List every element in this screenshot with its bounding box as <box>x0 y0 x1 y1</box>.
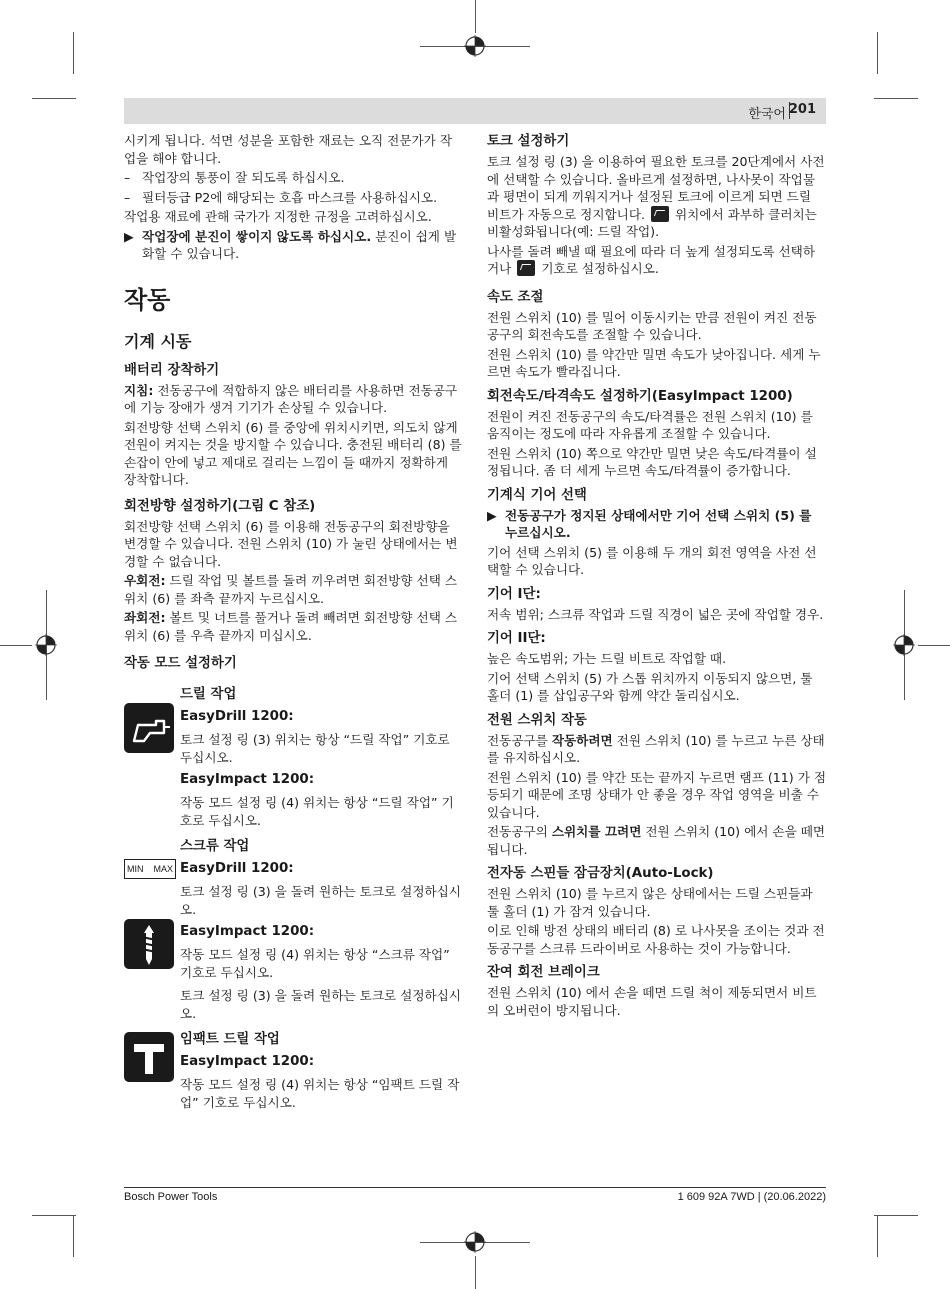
mode-text: 작동 모드 설정 링 (4) 위치는 항상 “스크류 작업” 기호로 두십시오. <box>180 947 450 980</box>
paragraph: 전원 스위치 (10) 를 밀어 이동시키는 만큼 전원이 켜진 전동공구의 회전속도를 조절할 수 있습니다. <box>487 309 817 342</box>
paragraph: 시키게 됩니다. 석면 성분을 포함한 재료는 오직 전문가가 작업을 해야 합니다. <box>124 133 453 166</box>
crop-mark <box>877 1215 878 1257</box>
drill-mode-icon <box>124 703 174 753</box>
heading-autolock: 전자동 스핀들 잠금장치(Auto-Lock) <box>487 866 714 881</box>
heading-gear1: 기어 I단: <box>487 586 541 602</box>
footer-rule <box>124 1187 826 1188</box>
subsection-title: 기계 시동 <box>124 331 192 351</box>
paragraph: 전동공구를 작동하려면 전원 스위치 (10) 를 누르고 누른 상태를 유지하십시오. <box>487 732 825 765</box>
paragraph: 나사를 돌려 빼낼 때 필요에 따라 더 높게 설정되도록 선택하거나 기호로 설정하십시오. <box>487 243 816 276</box>
tool-label: EasyImpact 1200: <box>180 1054 315 1069</box>
heading-brake: 잔여 회전 브레이크 <box>487 965 600 980</box>
paragraph: 회전방향 선택 스위치 (6) 를 이용해 전동공구의 회전방향을 변경할 수 있습니다. 전원 스위치 (10) 가 눌린 상태에서는 변경할 수 없습니다. <box>124 518 458 569</box>
crop-mark <box>874 98 918 99</box>
crop-mark <box>0 645 32 646</box>
registration-mark-icon <box>464 1231 486 1253</box>
paragraph: 전원 스위치 (10) 를 약간만 밀면 속도가 낮아집니다. 세게 누르면 속도가 빨라집니다. <box>487 346 821 379</box>
mode-title: 드릴 작업 <box>180 687 237 702</box>
page-header <box>124 98 826 124</box>
screw-mode-icon <box>124 919 174 969</box>
impact-mode-icon <box>124 1032 174 1082</box>
paragraph: 저속 범위; 스크류 작업과 드릴 직경이 넓은 곳에 작업할 경우. <box>487 606 824 622</box>
drill-symbol-icon <box>517 260 535 276</box>
min-max-icon: MIN MAX <box>124 859 176 879</box>
paragraph: 기어 선택 스위치 (5) 가 스톱 위치까지 이동되지 않으면, 툴 홀더 (1) 를 삽입공구와 함께 약간 돌리십시오. <box>487 670 813 703</box>
paragraph: 전원 스위치 (10) 쪽으로 약간만 밀면 낮은 속도/타격률이 설정됩니다. 좀 더 세게 누르면 속도/타격률이 증가합니다. <box>487 445 817 478</box>
paragraph: 이로 인해 방전 상태의 배터리 (8) 로 나사못을 조이는 것과 전동공구를 스크류 드라이버로 사용하는 것이 가능합니다. <box>487 923 825 956</box>
registration-mark-icon <box>893 634 915 656</box>
crop-mark <box>877 32 878 74</box>
crop-mark <box>73 1215 74 1257</box>
paragraph: 토크 설정 링 (3) 을 이용하여 필요한 토크를 20단계에서 사전에 선택할 수 있습니다. 올바르게 설정하면, 나사못이 작업물과 평면이 되게 끼워지거나 설정된 토크에 이르게 되면 드릴 비트가 자동으로 정지합니다. 위치에서 과부하 클러치는 비활성화됩니다(예: 드릴 작업). <box>487 154 825 239</box>
paragraph: 전동공구의 스위치를 끄려면 전원 스위치 (10) 에서 손을 떼면 됩니다. <box>487 824 826 857</box>
crop-mark <box>32 98 76 99</box>
warning-item: ▶ 전동공구가 정지된 상태에서만 기어 선택 스위치 (5) 를 누르십시오. <box>487 507 812 540</box>
crop-mark <box>475 0 476 33</box>
mode-text: 토크 설정 링 (3) 을 돌려 원하는 토크로 설정하십시오. <box>180 988 462 1021</box>
paragraph: 전원 스위치 (10) 에서 손을 떼면 드릴 척이 제동되면서 비트의 오버런이 방지됩니다. <box>487 985 817 1018</box>
mode-screw <box>124 837 464 1024</box>
mode-text: 작동 모드 설정 링 (4) 위치는 항상 “드릴 작업” 기호로 두십시오. <box>180 795 454 828</box>
footer-brand: Bosch Power Tools <box>124 1191 218 1203</box>
mode-impact <box>124 1030 464 1113</box>
drill-symbol-icon <box>651 206 669 222</box>
paragraph: 회전방향 선택 스위치 (6) 를 중앙에 위치시키면, 의도치 않게 전원이 켜지는 것을 방지할 수 있습니다. 충전된 배터리 (8) 를 손잡이 안에 넣고 제대로 걸리는 느낌이 들 때까지 정확하게 장착합니다. <box>124 419 462 487</box>
mode-text: 토크 설정 링 (3) 위치는 항상 “드릴 작업” 기호로 두십시오. <box>180 732 450 765</box>
dash-item: – 필터등급 P2에 해당되는 호흡 마스크를 사용하십시오. <box>124 189 438 205</box>
paragraph: 전원 스위치 (10) 를 약간 또는 끝까지 누르면 램프 (11) 가 점등되기 때문에 조명 상태가 안 좋을 경우 작업 영역을 비출 수 있습니다. <box>487 769 827 820</box>
left-column <box>124 132 464 1113</box>
paragraph: 전원 스위치 (10) 를 누르지 않은 상태에서는 드릴 스핀들과 툴 홀더 (1) 가 잠겨 있습니다. <box>487 886 813 919</box>
paragraph: 기어 선택 스위치 (5) 를 이용해 두 개의 회전 영역을 사전 선택할 수 있습니다. <box>487 544 817 577</box>
heading-mode: 작동 모드 설정하기 <box>124 656 237 671</box>
header-language: 한국어 <box>748 107 786 122</box>
paragraph: 좌회전: 볼트 및 너트를 풀거나 돌려 빼려면 회전방향 선택 스위치 (6) 를 우측 끝까지 미십시오. <box>124 610 458 643</box>
triangle-bullet-icon: ▶ <box>487 507 497 523</box>
heading-speed: 속도 조절 <box>487 289 544 305</box>
mode-text: 토크 설정 링 (3) 을 돌려 원하는 토크로 설정하십시오. <box>180 884 462 917</box>
mode-title: 임팩트 드릴 작업 <box>180 1032 280 1047</box>
mode-drill <box>124 685 464 831</box>
section-title: 작동 <box>124 285 171 314</box>
paragraph: 높은 속도범위; 가는 드릴 비트로 작업할 때. <box>487 651 727 666</box>
crop-mark <box>918 645 950 646</box>
crop-mark <box>73 32 74 74</box>
warning-item: ▶ 작업장에 분진이 쌓이지 않도록 하십시오. 분진이 쉽게 발화할 수 있습니다. <box>124 228 457 261</box>
heading-gear2: 기어 II단: <box>487 631 546 646</box>
paragraph: 우회전: 드릴 작업 및 볼트를 돌려 끼우려면 회전방향 선택 스위치 (6) 를 좌측 끝까지 누르십시오. <box>124 573 458 606</box>
heading-battery: 배터리 장착하기 <box>124 362 220 378</box>
heading-rate: 회전속도/타격속도 설정하기(EasyImpact 1200) <box>487 388 793 404</box>
note-paragraph: 지침: 전동공구에 적합하지 않은 배터리를 사용하면 전동공구에 기능 장애가 생겨 기기가 손상될 수 있습니다. <box>124 382 458 415</box>
heading-torque: 토크 설정하기 <box>487 134 570 149</box>
page-number: 201 <box>788 102 816 117</box>
heading-direction: 회전방향 설정하기(그림 C 참조) <box>124 498 316 514</box>
dash-item: – 작업장의 통풍이 잘 되도록 하십시오. <box>124 170 345 185</box>
registration-mark-icon <box>35 634 57 656</box>
mode-text: 작동 모드 설정 링 (4) 위치는 항상 “임팩트 드릴 작업” 기호로 두십시오. <box>180 1077 460 1110</box>
paragraph: 작업용 재료에 관해 국가가 지정한 규정을 고려하십시오. <box>124 209 432 224</box>
triangle-bullet-icon: ▶ <box>124 228 134 244</box>
footer-doc-id: 1 609 92A 7WD | (20.06.2022) <box>677 1191 826 1203</box>
crop-mark <box>475 1256 476 1289</box>
crop-mark <box>32 1215 76 1216</box>
heading-gear: 기계식 기어 선택 <box>487 487 587 503</box>
mode-title: 스크류 작업 <box>180 839 250 854</box>
tool-label: EasyDrill 1200: <box>180 709 294 724</box>
tool-label: EasyImpact 1200: <box>180 924 315 939</box>
right-column <box>487 132 827 1021</box>
paragraph: 전원이 켜진 전동공구의 속도/타격률은 전원 스위치 (10) 를 움직이는 정도에 따라 자유롭게 조절할 수 있습니다. <box>487 408 813 441</box>
tool-label: EasyDrill 1200: <box>180 861 294 876</box>
heading-switch: 전원 스위치 작동 <box>487 712 587 728</box>
registration-mark-icon <box>464 35 486 57</box>
crop-mark <box>874 1215 918 1216</box>
tool-label: EasyImpact 1200: <box>180 772 315 787</box>
